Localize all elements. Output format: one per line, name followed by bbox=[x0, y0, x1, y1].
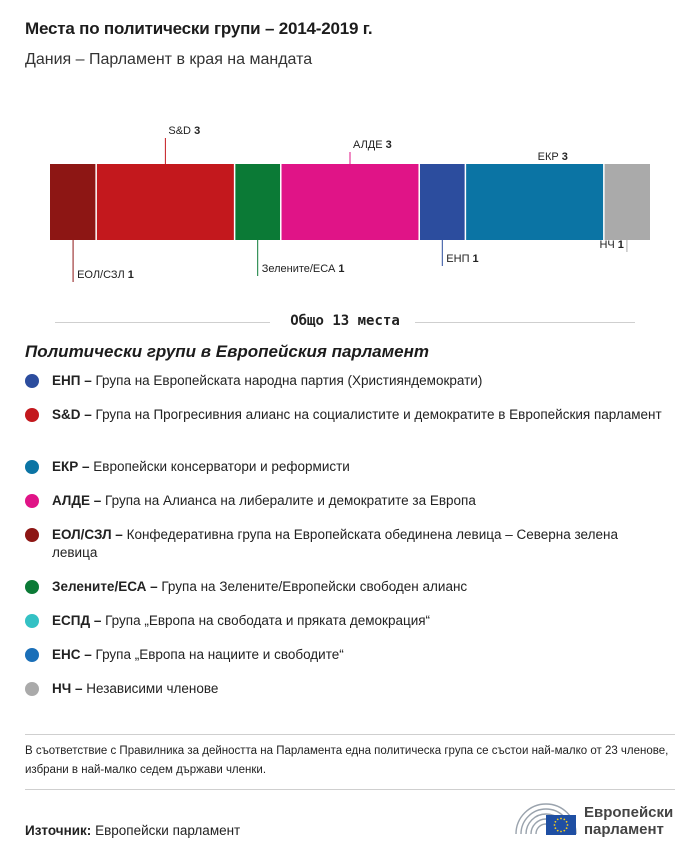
bar-label-S&D: S&D 3 bbox=[168, 125, 201, 137]
legend-color-dot bbox=[25, 460, 39, 474]
legend-text bbox=[52, 492, 662, 510]
total-seats-label: Общо 13 места bbox=[290, 313, 400, 329]
bar-label-ЕНП: ЕНП 1 bbox=[446, 253, 479, 265]
legend-abbr: ЕСПД – bbox=[52, 613, 102, 628]
bar-segment-АЛДЕ bbox=[281, 164, 419, 240]
chart-subtitle: Дания – Парламент в края на мандата bbox=[25, 51, 313, 68]
legend-color-dot bbox=[25, 528, 39, 542]
legend-color-dot bbox=[25, 580, 39, 594]
bar-segment-ЕНП bbox=[419, 164, 465, 240]
ep-logo-text bbox=[584, 804, 673, 838]
legend-text bbox=[52, 526, 662, 562]
footnote: В съответствие с Правилника за дейността на Парламента една политическа група се състои най-малко от 23 членове, избрани в най-малко седем държави членки. bbox=[25, 745, 669, 776]
legend-description: Група на Прогресивния алианс на социалистите и демократите в Европейския парламент bbox=[91, 407, 662, 422]
divider-top bbox=[25, 734, 675, 735]
source-value: Европейски парламент bbox=[91, 823, 241, 838]
bar-segment-Зелените/ЕСА bbox=[235, 164, 281, 240]
legend-text bbox=[52, 458, 662, 476]
legend-abbr: АЛДЕ – bbox=[52, 493, 102, 508]
legend-color-dot bbox=[25, 494, 39, 508]
legend-abbr: ЕНС – bbox=[52, 647, 92, 662]
bar-label-НЧ: НЧ 1 bbox=[599, 239, 624, 251]
legend-description: Група на Зелените/Европейски свободен алианс bbox=[157, 579, 468, 594]
source-label: Източник: bbox=[25, 823, 92, 838]
legend-description: Независими членове bbox=[82, 681, 219, 696]
legend-color-dot bbox=[25, 682, 39, 696]
legend-text bbox=[52, 612, 662, 630]
bar-label-Зелените/ЕСА: Зелените/ЕСА 1 bbox=[261, 263, 345, 275]
legend-abbr: Зелените/ЕСА – bbox=[52, 579, 158, 594]
legend-text bbox=[52, 578, 662, 596]
legend-description: Конфедеративна група на Европейската обединена левица – Северна зелена левица bbox=[52, 527, 618, 560]
legend-abbr: НЧ – bbox=[52, 681, 83, 696]
bar-label-ЕОЛ/СЗЛ: ЕОЛ/СЗЛ 1 bbox=[77, 269, 134, 281]
legend-description: Група „Европа на свободата и пряката демокрация“ bbox=[101, 613, 431, 628]
parliament-hemicycle-eu-flag-icon bbox=[512, 800, 582, 836]
legend-text bbox=[52, 406, 662, 424]
legend-description: Група на Алианса на либералите и демократите за Европа bbox=[101, 493, 476, 508]
legend-text bbox=[52, 372, 662, 390]
ep-logo-line1: Европейски bbox=[584, 804, 674, 821]
total-seats bbox=[55, 312, 635, 332]
seats-bar-chart bbox=[0, 120, 700, 300]
ep-logo-line2: парламент bbox=[584, 821, 664, 838]
legend-color-dot bbox=[25, 614, 39, 628]
bar-label-ЕКР: ЕКР 3 bbox=[537, 151, 568, 163]
legend-color-dot bbox=[25, 374, 39, 388]
total-divider-right bbox=[415, 322, 635, 323]
source bbox=[25, 823, 240, 838]
legend-abbr: S&D – bbox=[52, 407, 92, 422]
legend-color-dot bbox=[25, 648, 39, 662]
divider-bottom bbox=[25, 789, 675, 790]
ep-logo bbox=[512, 800, 682, 840]
bar-segment-НЧ bbox=[604, 164, 650, 240]
legend-text bbox=[52, 646, 662, 664]
legend-abbr: ЕНП – bbox=[52, 373, 92, 388]
bar-label-АЛДЕ: АЛДЕ 3 bbox=[353, 139, 392, 151]
bar-segment-ЕКР bbox=[465, 164, 603, 240]
legend-description: Европейски консерватори и реформисти bbox=[89, 459, 350, 474]
bar-segment-S&D bbox=[96, 164, 234, 240]
legend-description: Група на Европейската народна партия (Християндемократи) bbox=[91, 373, 483, 388]
legend-description: Група „Европа на нациите и свободите“ bbox=[91, 647, 344, 662]
chart-title: Места по политически групи – 2014-2019 г. bbox=[25, 19, 373, 38]
legend-color-dot bbox=[25, 408, 39, 422]
bar-segment-ЕОЛ/СЗЛ bbox=[50, 164, 96, 240]
legend-abbr: ЕКР – bbox=[52, 459, 90, 474]
legend-abbr: ЕОЛ/СЗЛ – bbox=[52, 527, 123, 542]
legend-text bbox=[52, 680, 662, 698]
legend-title: Политически групи в Европейския парламент bbox=[25, 342, 430, 361]
